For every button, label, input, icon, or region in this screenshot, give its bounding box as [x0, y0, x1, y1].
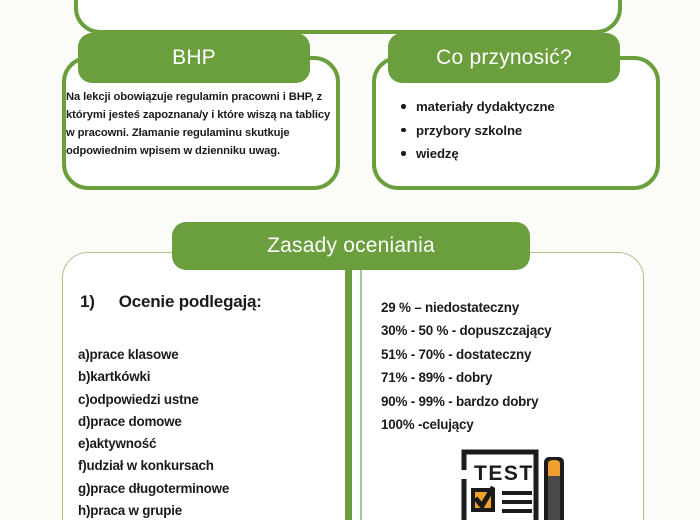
column-divider-thin: [360, 268, 362, 520]
item-label: d): [78, 413, 91, 429]
item-text: prace długoterminowe: [90, 480, 230, 496]
list-item: 51% - 70% - dostateczny: [381, 346, 532, 362]
item-text: kartkówki: [90, 369, 151, 385]
bhp-body-text: Na lekcji obowiązuje regulamin pracowni i BHP, z którymi jesteś zapoznana/y i które wiszą na tablicy w pracowni. Złamanie regulaminu skutkuje odpowiednim wpisem w dzienniku uwag.: [66, 91, 331, 158]
list-item: [78, 500, 340, 520]
graded-items-list: [78, 344, 340, 520]
rules-title-pill: [172, 222, 530, 270]
grading-scale-list: [381, 296, 637, 437]
list-item: [78, 411, 340, 433]
rules-heading-number: 1): [80, 292, 95, 311]
list-item: materiały dydaktyczne: [398, 95, 648, 119]
bhp-title: BHP: [172, 46, 216, 69]
list-item: 29 % – niedostateczny: [381, 300, 519, 315]
item-label: h): [78, 502, 91, 518]
rules-heading-text: Ocenie podlegają:: [118, 292, 262, 311]
list-item: przybory szkolne: [398, 119, 648, 143]
item-text: aktywność: [89, 436, 157, 451]
test-paper-label: TEST: [474, 462, 534, 485]
top-cropped-card: [74, 0, 622, 34]
test-paper-pencil-icon: [458, 448, 576, 520]
list-item: 100% -celujący: [381, 417, 474, 433]
item-label: a): [78, 347, 90, 362]
bring-title-pill: [388, 33, 620, 83]
item-text: prace domowe: [90, 413, 182, 429]
list-item: [78, 344, 340, 366]
list-item: 30% - 50 % - dopuszczający: [381, 323, 552, 339]
item-label: c): [78, 391, 90, 407]
list-item: wiedzę: [398, 142, 648, 166]
item-label: b): [78, 369, 91, 385]
item-text: prace klasowe: [89, 347, 179, 362]
item-label: g): [78, 480, 91, 496]
item-label: f): [78, 458, 87, 474]
item-text: odpowiedzi ustne: [89, 391, 199, 407]
item-text: udział w konkursach: [86, 458, 214, 474]
list-item: [78, 478, 340, 500]
list-item: [78, 366, 340, 388]
list-item: 71% - 89% - dobry: [381, 370, 493, 386]
list-item: [78, 433, 340, 455]
column-divider-thick: [345, 268, 352, 520]
item-label: e): [78, 436, 90, 451]
item-text: praca w grupie: [90, 502, 182, 518]
list-item: 90% - 99% - bardzo dobry: [381, 393, 539, 409]
rules-heading: [80, 292, 262, 312]
rules-title: Zasady oceniania: [267, 234, 435, 257]
bring-items-list: [398, 95, 648, 166]
list-item: [78, 389, 340, 411]
bring-title: Co przynosić?: [436, 46, 572, 69]
list-item: [78, 455, 340, 477]
bhp-title-pill: [78, 33, 310, 83]
